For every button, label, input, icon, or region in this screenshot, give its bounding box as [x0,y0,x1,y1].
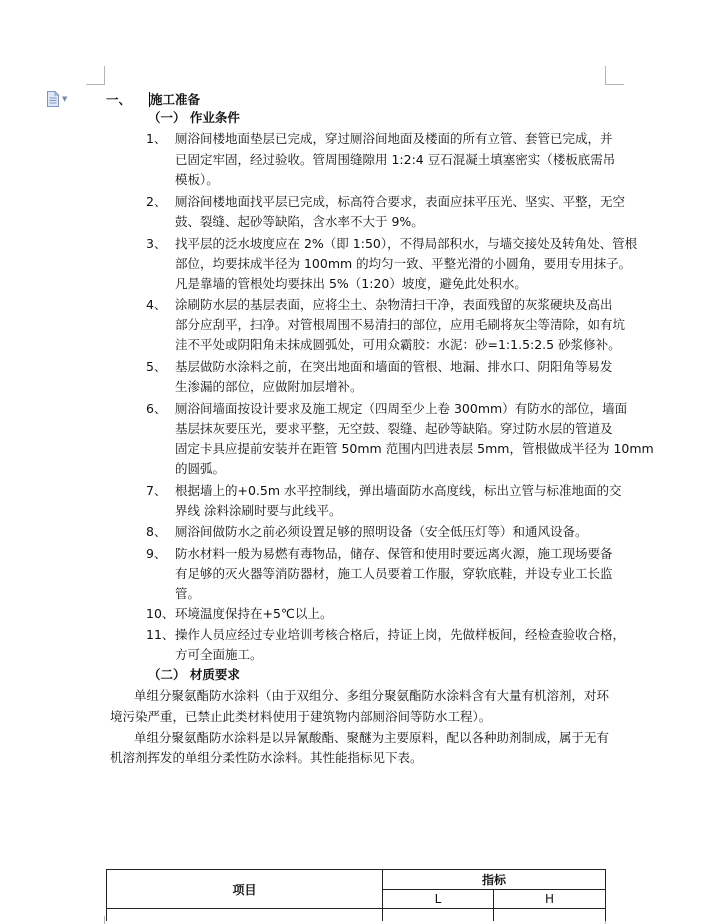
item-text-line: 生渗漏的部位，应做附加层增补。 [175,379,363,394]
table-row [107,870,606,890]
document-icon [46,91,60,107]
item-text-line: 已固定牢固，经过验收。管周围缝隙用 1:2:4 豆石混凝土填塞密实（楼板底需吊 [175,152,616,167]
item-number: 2、 [146,194,167,209]
item-number: 1、 [146,131,167,146]
item-text-line: 环境温度保持在+5℃以上。 [175,606,333,621]
paragraph-line: 单组分聚氨酯防水涂料是以异氰酸酯、聚醚为主要原料，配以各种助剂制成，属于无有 [134,730,610,745]
table-header-h: H [494,890,606,909]
item-number: 10、 [146,606,175,621]
item-text-line: 厕浴间楼地面找平层已完成，标高符合要求，表面应抹平压光、坚实、平整，无空 [175,194,626,209]
table-cell [494,909,606,921]
margin-corner-bottom-left [86,916,105,924]
table-row [107,909,606,921]
item-text-line: 基层做防水涂料之前，在突出地面和墙面的管根、地漏、排水口、阴阳角等易发 [175,359,613,374]
item-text-line: 界线 涂料涂刷时要与此线平。 [175,503,342,518]
document-nav-icon[interactable] [46,91,67,107]
item-number: 11、 [146,627,175,642]
item-number: 9、 [146,546,167,561]
table-header-index: 指标 [383,870,606,890]
paragraph-line: 机溶剂挥发的单组分柔性防水涂料。其性能指标见下表。 [110,750,423,765]
item-text-line: 的圆弧。 [175,461,226,476]
item-text-line: 厕浴间做防水之前必须设置足够的照明设备（安全低压灯等）和通风设备。 [175,524,588,539]
item-text-line: 涂刷防水层的基层表面，应将尘土、杂物清扫干净，表面残留的灰浆硬块及高出 [175,297,613,312]
item-text-line: 操作人员应经过专业培训考核合格后，持证上岗，先做样板间，经检查验收合格， [175,627,626,642]
item-text-line: 方可全面施工。 [175,647,263,662]
table-header-item: 项目 [107,870,383,909]
item-text-line: 洼不平处或阴阳角未抹成圆弧处，可用众霸胶：水泥：砂=1:1.5:2.5 砂浆修补。 [175,337,621,352]
item-text-line: 基层抹灰要压光，要求平整，无空鼓、裂缝、起砂等缺陷。穿过防水层的管道及 [175,421,613,436]
item-number: 4、 [146,297,167,312]
item-text-line: 防水材料一般为易燃有毒物品，储存、保管和使用时要远离火源，施工现场要备 [175,546,613,561]
paragraph-line: 境污染严重，已禁止此类材料使用于建筑物内部厕浴间等防水工程）。 [110,709,492,724]
margin-corner-top-right [605,66,624,85]
item-text-line: 有足够的灭火器等消防器材，施工人员要着工作服，穿软底鞋，并设专业工长监 [175,566,613,581]
item-text-line: 模板）。 [175,172,219,187]
table-cell [107,909,383,921]
paragraph-line: 单组分聚氨酯防水涂料（由于双组分、多组分聚氨酯防水涂料含有大量有机溶剂，对环 [134,688,610,703]
item-text-line: 部位，均要抹成半径为 100mm 的均匀一致、平整光滑的小圆角，要用专用抹子。 [175,256,632,271]
item-number: 5、 [146,359,167,374]
margin-corner-bottom-right [605,916,624,924]
heading-title: 施工准备 [150,92,201,107]
item-text-line: 部分应刮平，扫净。对管根周围不易清扫的部位，应用毛刷将灰尘等清除，如有坑 [175,317,626,332]
section-title-work-conditions: （一） 作业条件 [148,110,240,125]
chevron-down-icon[interactable]: ▼ [62,95,68,103]
item-text-line: 根据墙上的+0.5m 水平控制线，弹出墙面防水高度线，标出立管与标准地面的交 [175,483,622,498]
item-number: 7、 [146,483,167,498]
section-title-materials: （二） 材质要求 [148,667,240,682]
item-number: 6、 [146,401,167,416]
item-text-line: 厕浴间楼地面垫层已完成，穿过厕浴间地面及楼面的所有立管、套管已完成，并 [175,131,613,146]
table-header-l: L [383,890,494,909]
item-number: 8、 [146,524,167,539]
item-text-line: 鼓、裂缝、起砂等缺陷，含水率不大于 9%。 [175,214,424,229]
item-text-line: 固定卡具应提前安装并在距管 50mm 范围内凹进表层 5mm，管根做成半径为 10mm [175,441,654,456]
margin-corner-top-left [86,66,105,85]
item-text-line: 凡是靠墙的管根处均要抹出 5%（1:20）坡度，避免此处积水。 [175,276,527,291]
item-text-line: 找平层的泛水坡度应在 2%（即 1:50），不得局部积水，与墙交接处及转角处、管根 [175,236,638,251]
item-number: 3、 [146,236,167,251]
performance-table [106,869,606,921]
table-cell [383,909,494,921]
item-text-line: 厕浴间墙面按设计要求及施工规定（四周至少上卷 300mm）有防水的部位，墙面 [175,401,628,416]
heading-number: 一、 [106,92,132,107]
item-text-line: 管。 [175,586,201,601]
